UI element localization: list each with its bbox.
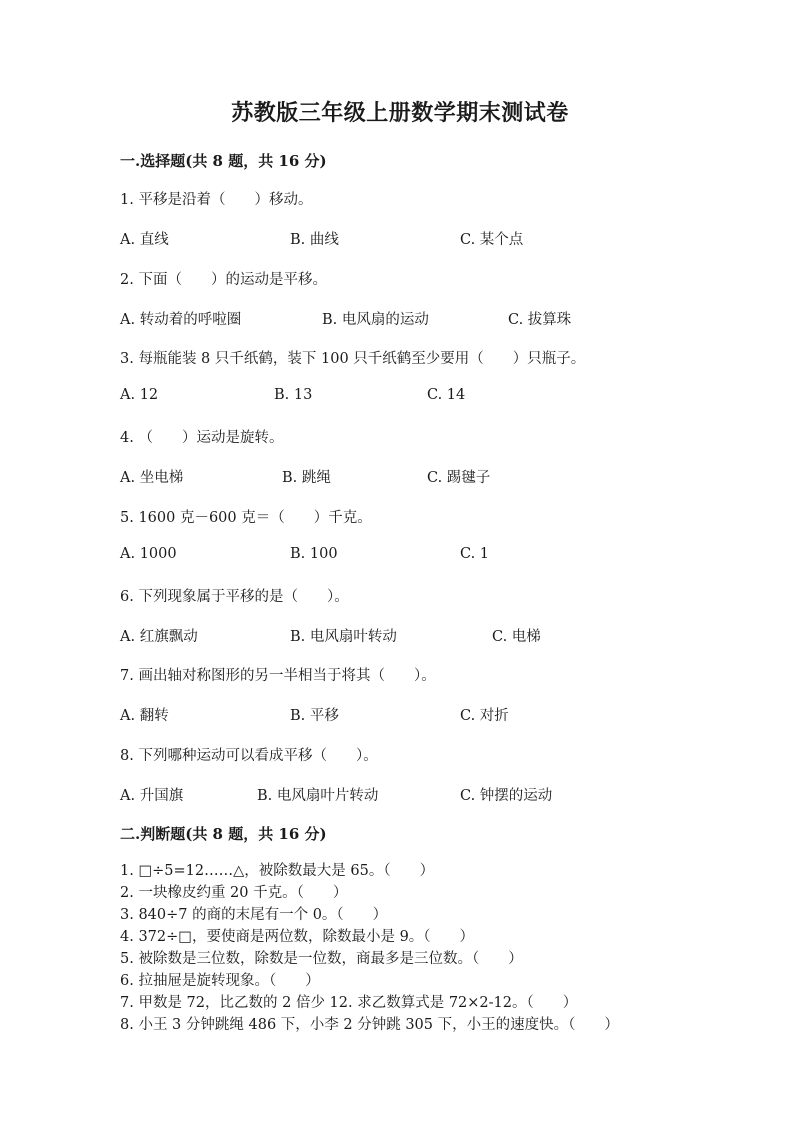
q2-option-c: C. 拔算珠 bbox=[508, 312, 572, 328]
q4-option-a: A. 坐电梯 bbox=[120, 470, 184, 486]
question-3: 3. 每瓶能装 8 只千纸鹤，装下 100 只千纸鹤至少要用（ ）只瓶子。 bbox=[120, 351, 586, 367]
q3-option-c: C. 14 bbox=[427, 387, 466, 403]
q2-option-b: B. 电风扇的运动 bbox=[322, 312, 429, 328]
q1-option-b: B. 曲线 bbox=[290, 232, 339, 248]
question-4: 4. （ ）运动是旋转。 bbox=[120, 430, 284, 446]
question-2: 2. 下面（ ）的运动是平移。 bbox=[120, 272, 327, 288]
judge-item-5: 5. 被除数是三位数，除数是一位数，商最多是三位数。（ ） bbox=[120, 951, 523, 967]
judge-item-3: 3. 840÷7 的商的末尾有一个 0。（ ） bbox=[120, 907, 388, 923]
q7-option-a: A. 翻转 bbox=[120, 708, 169, 724]
q6-option-b: B. 电风扇叶转动 bbox=[290, 629, 397, 645]
q2-option-a: A. 转动着的呼啦圈 bbox=[120, 312, 242, 328]
q5-option-a: A. 1000 bbox=[120, 546, 177, 562]
q4-option-c: C. 踢毽子 bbox=[427, 470, 491, 486]
q1-option-a: A. 直线 bbox=[120, 232, 169, 248]
question-5: 5. 1600 克－600 克＝（ ）千克。 bbox=[120, 510, 372, 526]
q7-option-b: B. 平移 bbox=[290, 708, 339, 724]
q7-option-c: C. 对折 bbox=[460, 708, 509, 724]
judge-item-1: 1. □÷5=12……△，被除数最大是 65。（ ） bbox=[120, 863, 435, 879]
question-8: 8. 下列哪种运动可以看成平移（ ）。 bbox=[120, 748, 378, 764]
section-choice-heading: 一.选择题(共 8 题，共 16 分) bbox=[120, 152, 327, 170]
judge-item-7: 7. 甲数是 72，比乙数的 2 倍少 12. 求乙数算式是 72×2-12。（ ） bbox=[120, 995, 578, 1011]
q1-option-c: C. 某个点 bbox=[460, 232, 524, 248]
question-6: 6. 下列现象属于平移的是（ ）。 bbox=[120, 589, 349, 605]
section-judge-heading: 二.判断题(共 8 题，共 16 分) bbox=[120, 825, 327, 843]
page-title: 苏教版三年级上册数学期末测试卷 bbox=[231, 100, 569, 126]
judge-item-6: 6. 拉抽屉是旋转现象。（ ） bbox=[120, 973, 320, 989]
judge-item-8: 8. 小王 3 分钟跳绳 486 下，小李 2 分钟跳 305 下，小王的速度快。（ ） bbox=[120, 1017, 619, 1033]
q6-option-a: A. 红旗飘动 bbox=[120, 629, 198, 645]
q8-option-b: B. 电风扇叶片转动 bbox=[257, 788, 379, 804]
q6-option-c: C. 电梯 bbox=[492, 629, 541, 645]
q3-option-a: A. 12 bbox=[120, 387, 159, 403]
question-1: 1. 平移是沿着（ ）移动。 bbox=[120, 192, 313, 208]
q8-option-a: A. 升国旗 bbox=[120, 788, 184, 804]
q4-option-b: B. 跳绳 bbox=[282, 470, 331, 486]
q5-option-c: C. 1 bbox=[460, 546, 490, 562]
judge-item-4: 4. 372÷□，要使商是两位数，除数最小是 9。（ ） bbox=[120, 929, 475, 945]
judge-item-2: 2. 一块橡皮约重 20 千克。（ ） bbox=[120, 885, 348, 901]
q3-option-b: B. 13 bbox=[274, 387, 313, 403]
q8-option-c: C. 钟摆的运动 bbox=[460, 788, 553, 804]
q5-option-b: B. 100 bbox=[290, 546, 338, 562]
question-7: 7. 画出轴对称图形的另一半相当于将其（ ）。 bbox=[120, 668, 436, 684]
